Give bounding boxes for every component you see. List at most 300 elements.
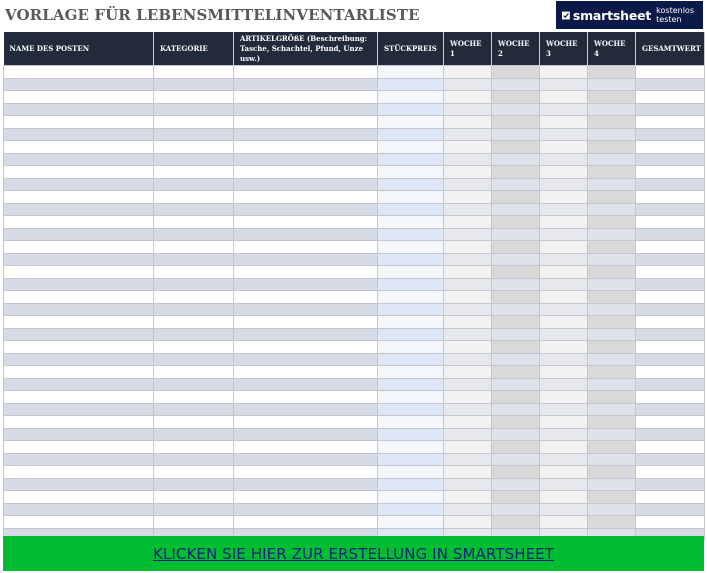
- table-cell[interactable]: [540, 378, 588, 391]
- table-cell[interactable]: [234, 128, 378, 141]
- table-cell[interactable]: [4, 441, 154, 454]
- table-cell[interactable]: [492, 216, 540, 229]
- table-cell[interactable]: [4, 166, 154, 179]
- table-cell[interactable]: [154, 278, 234, 291]
- table-cell[interactable]: [4, 216, 154, 229]
- table-cell[interactable]: [378, 203, 444, 216]
- table-cell[interactable]: [588, 291, 636, 304]
- table-cell[interactable]: [588, 216, 636, 229]
- table-cell[interactable]: [4, 66, 154, 79]
- table-cell[interactable]: [4, 228, 154, 241]
- table-cell[interactable]: [588, 178, 636, 191]
- table-cell[interactable]: [234, 478, 378, 491]
- table-cell[interactable]: [378, 166, 444, 179]
- table-cell[interactable]: [4, 416, 154, 429]
- table-cell[interactable]: [4, 128, 154, 141]
- table-cell[interactable]: [636, 78, 705, 91]
- table-cell[interactable]: [588, 391, 636, 404]
- table-cell[interactable]: [444, 241, 492, 254]
- table-cell[interactable]: [444, 78, 492, 91]
- table-cell[interactable]: [234, 341, 378, 354]
- table-cell[interactable]: [234, 216, 378, 229]
- table-cell[interactable]: [154, 178, 234, 191]
- table-cell[interactable]: [4, 303, 154, 316]
- table-cell[interactable]: [636, 241, 705, 254]
- table-cell[interactable]: [540, 403, 588, 416]
- table-cell[interactable]: [636, 466, 705, 479]
- table-cell[interactable]: [444, 203, 492, 216]
- table-cell[interactable]: [540, 166, 588, 179]
- table-cell[interactable]: [588, 416, 636, 429]
- table-cell[interactable]: [154, 441, 234, 454]
- table-cell[interactable]: [636, 153, 705, 166]
- table-cell[interactable]: [540, 116, 588, 129]
- table-cell[interactable]: [588, 241, 636, 254]
- table-cell[interactable]: [378, 453, 444, 466]
- table-cell[interactable]: [444, 503, 492, 516]
- table-cell[interactable]: [234, 103, 378, 116]
- table-cell[interactable]: [492, 353, 540, 366]
- table-cell[interactable]: [636, 378, 705, 391]
- table-cell[interactable]: [234, 66, 378, 79]
- create-in-smartsheet-link[interactable]: KLICKEN SIE HIER ZUR ERSTELLUNG IN SMARTSHEET: [152, 544, 555, 563]
- table-cell[interactable]: [492, 178, 540, 191]
- table-cell[interactable]: [588, 441, 636, 454]
- table-cell[interactable]: [636, 303, 705, 316]
- table-cell[interactable]: [154, 378, 234, 391]
- table-cell[interactable]: [4, 153, 154, 166]
- table-cell[interactable]: [444, 353, 492, 366]
- table-cell[interactable]: [234, 253, 378, 266]
- table-cell[interactable]: [234, 116, 378, 129]
- table-cell[interactable]: [444, 116, 492, 129]
- table-cell[interactable]: [4, 466, 154, 479]
- table-cell[interactable]: [154, 66, 234, 79]
- table-cell[interactable]: [4, 341, 154, 354]
- table-cell[interactable]: [154, 491, 234, 504]
- table-cell[interactable]: [4, 428, 154, 441]
- create-in-smartsheet-banner[interactable]: [3, 536, 704, 571]
- table-cell[interactable]: [234, 353, 378, 366]
- table-cell[interactable]: [234, 466, 378, 479]
- table-cell[interactable]: [636, 491, 705, 504]
- table-cell[interactable]: [234, 153, 378, 166]
- table-cell[interactable]: [540, 303, 588, 316]
- table-cell[interactable]: [444, 453, 492, 466]
- table-cell[interactable]: [492, 453, 540, 466]
- table-cell[interactable]: [378, 228, 444, 241]
- table-cell[interactable]: [588, 428, 636, 441]
- table-cell[interactable]: [540, 391, 588, 404]
- table-cell[interactable]: [154, 453, 234, 466]
- table-cell[interactable]: [588, 466, 636, 479]
- table-cell[interactable]: [492, 466, 540, 479]
- table-cell[interactable]: [492, 191, 540, 204]
- table-cell[interactable]: [154, 228, 234, 241]
- table-cell[interactable]: [444, 291, 492, 304]
- table-cell[interactable]: [154, 428, 234, 441]
- table-cell[interactable]: [492, 228, 540, 241]
- table-cell[interactable]: [636, 141, 705, 154]
- table-cell[interactable]: [636, 66, 705, 79]
- table-cell[interactable]: [234, 366, 378, 379]
- table-cell[interactable]: [444, 403, 492, 416]
- table-cell[interactable]: [234, 516, 378, 529]
- table-cell[interactable]: [378, 516, 444, 529]
- table-cell[interactable]: [154, 78, 234, 91]
- table-cell[interactable]: [636, 441, 705, 454]
- table-cell[interactable]: [444, 378, 492, 391]
- table-cell[interactable]: [234, 178, 378, 191]
- table-cell[interactable]: [444, 66, 492, 79]
- table-cell[interactable]: [154, 266, 234, 279]
- table-cell[interactable]: [154, 166, 234, 179]
- table-cell[interactable]: [234, 416, 378, 429]
- table-cell[interactable]: [588, 153, 636, 166]
- table-cell[interactable]: [588, 516, 636, 529]
- table-cell[interactable]: [444, 391, 492, 404]
- table-cell[interactable]: [378, 478, 444, 491]
- table-cell[interactable]: [444, 316, 492, 329]
- table-cell[interactable]: [234, 91, 378, 104]
- table-cell[interactable]: [636, 291, 705, 304]
- table-cell[interactable]: [492, 203, 540, 216]
- table-cell[interactable]: [444, 178, 492, 191]
- table-cell[interactable]: [492, 266, 540, 279]
- table-cell[interactable]: [540, 291, 588, 304]
- table-cell[interactable]: [636, 341, 705, 354]
- table-cell[interactable]: [378, 291, 444, 304]
- table-cell[interactable]: [378, 366, 444, 379]
- table-cell[interactable]: [234, 328, 378, 341]
- table-cell[interactable]: [234, 241, 378, 254]
- table-cell[interactable]: [154, 291, 234, 304]
- table-cell[interactable]: [154, 303, 234, 316]
- table-cell[interactable]: [540, 516, 588, 529]
- table-cell[interactable]: [444, 516, 492, 529]
- table-cell[interactable]: [4, 278, 154, 291]
- table-cell[interactable]: [492, 503, 540, 516]
- table-cell[interactable]: [492, 428, 540, 441]
- table-cell[interactable]: [378, 491, 444, 504]
- table-cell[interactable]: [378, 466, 444, 479]
- table-cell[interactable]: [444, 491, 492, 504]
- table-cell[interactable]: [444, 466, 492, 479]
- table-cell[interactable]: [444, 128, 492, 141]
- table-cell[interactable]: [4, 503, 154, 516]
- table-cell[interactable]: [492, 378, 540, 391]
- table-cell[interactable]: [4, 391, 154, 404]
- table-cell[interactable]: [234, 291, 378, 304]
- table-cell[interactable]: [4, 78, 154, 91]
- table-cell[interactable]: [492, 441, 540, 454]
- table-cell[interactable]: [588, 128, 636, 141]
- table-cell[interactable]: [378, 128, 444, 141]
- table-cell[interactable]: [540, 491, 588, 504]
- table-cell[interactable]: [378, 391, 444, 404]
- table-cell[interactable]: [492, 241, 540, 254]
- table-cell[interactable]: [540, 478, 588, 491]
- table-cell[interactable]: [444, 303, 492, 316]
- table-cell[interactable]: [492, 78, 540, 91]
- table-cell[interactable]: [588, 91, 636, 104]
- table-cell[interactable]: [540, 366, 588, 379]
- table-cell[interactable]: [234, 391, 378, 404]
- table-cell[interactable]: [4, 141, 154, 154]
- table-cell[interactable]: [154, 241, 234, 254]
- table-cell[interactable]: [588, 191, 636, 204]
- table-cell[interactable]: [378, 266, 444, 279]
- table-cell[interactable]: [540, 266, 588, 279]
- table-cell[interactable]: [444, 253, 492, 266]
- table-cell[interactable]: [234, 453, 378, 466]
- table-cell[interactable]: [234, 78, 378, 91]
- table-cell[interactable]: [492, 316, 540, 329]
- table-cell[interactable]: [540, 316, 588, 329]
- smartsheet-trial-badge[interactable]: [556, 1, 703, 29]
- table-cell[interactable]: [444, 278, 492, 291]
- table-cell[interactable]: [588, 278, 636, 291]
- table-cell[interactable]: [588, 78, 636, 91]
- table-cell[interactable]: [154, 478, 234, 491]
- table-cell[interactable]: [378, 328, 444, 341]
- table-cell[interactable]: [492, 303, 540, 316]
- table-cell[interactable]: [4, 516, 154, 529]
- table-cell[interactable]: [540, 253, 588, 266]
- table-cell[interactable]: [378, 253, 444, 266]
- table-cell[interactable]: [444, 191, 492, 204]
- table-cell[interactable]: [636, 278, 705, 291]
- table-cell[interactable]: [540, 328, 588, 341]
- table-cell[interactable]: [492, 128, 540, 141]
- table-cell[interactable]: [540, 191, 588, 204]
- table-cell[interactable]: [588, 316, 636, 329]
- table-cell[interactable]: [154, 253, 234, 266]
- table-cell[interactable]: [4, 403, 154, 416]
- table-cell[interactable]: [588, 491, 636, 504]
- table-cell[interactable]: [444, 441, 492, 454]
- table-cell[interactable]: [378, 403, 444, 416]
- table-cell[interactable]: [540, 228, 588, 241]
- table-cell[interactable]: [444, 328, 492, 341]
- table-cell[interactable]: [234, 203, 378, 216]
- table-cell[interactable]: [378, 416, 444, 429]
- table-cell[interactable]: [4, 178, 154, 191]
- table-cell[interactable]: [540, 128, 588, 141]
- table-cell[interactable]: [588, 141, 636, 154]
- table-cell[interactable]: [540, 78, 588, 91]
- table-cell[interactable]: [234, 503, 378, 516]
- table-cell[interactable]: [588, 478, 636, 491]
- table-cell[interactable]: [154, 91, 234, 104]
- table-cell[interactable]: [378, 353, 444, 366]
- table-cell[interactable]: [540, 416, 588, 429]
- table-cell[interactable]: [588, 103, 636, 116]
- table-cell[interactable]: [588, 503, 636, 516]
- table-cell[interactable]: [444, 366, 492, 379]
- table-cell[interactable]: [378, 428, 444, 441]
- table-cell[interactable]: [234, 191, 378, 204]
- table-cell[interactable]: [378, 378, 444, 391]
- table-cell[interactable]: [154, 316, 234, 329]
- table-cell[interactable]: [588, 403, 636, 416]
- table-cell[interactable]: [588, 253, 636, 266]
- table-cell[interactable]: [4, 266, 154, 279]
- table-cell[interactable]: [4, 478, 154, 491]
- table-cell[interactable]: [492, 391, 540, 404]
- table-cell[interactable]: [492, 253, 540, 266]
- table-cell[interactable]: [4, 353, 154, 366]
- table-cell[interactable]: [234, 266, 378, 279]
- table-cell[interactable]: [636, 428, 705, 441]
- table-cell[interactable]: [540, 241, 588, 254]
- table-cell[interactable]: [4, 91, 154, 104]
- table-cell[interactable]: [636, 191, 705, 204]
- table-cell[interactable]: [540, 353, 588, 366]
- table-cell[interactable]: [588, 341, 636, 354]
- table-cell[interactable]: [154, 503, 234, 516]
- table-cell[interactable]: [4, 491, 154, 504]
- table-cell[interactable]: [154, 103, 234, 116]
- table-cell[interactable]: [378, 278, 444, 291]
- table-cell[interactable]: [378, 91, 444, 104]
- table-cell[interactable]: [444, 216, 492, 229]
- table-cell[interactable]: [234, 303, 378, 316]
- table-cell[interactable]: [492, 366, 540, 379]
- table-cell[interactable]: [154, 203, 234, 216]
- table-cell[interactable]: [492, 478, 540, 491]
- table-cell[interactable]: [636, 166, 705, 179]
- table-cell[interactable]: [4, 328, 154, 341]
- table-cell[interactable]: [4, 378, 154, 391]
- table-cell[interactable]: [444, 341, 492, 354]
- table-cell[interactable]: [378, 103, 444, 116]
- table-cell[interactable]: [378, 178, 444, 191]
- table-cell[interactable]: [492, 116, 540, 129]
- table-cell[interactable]: [4, 116, 154, 129]
- table-cell[interactable]: [540, 178, 588, 191]
- table-cell[interactable]: [4, 291, 154, 304]
- table-cell[interactable]: [444, 103, 492, 116]
- table-cell[interactable]: [234, 491, 378, 504]
- table-cell[interactable]: [378, 116, 444, 129]
- table-cell[interactable]: [588, 453, 636, 466]
- table-cell[interactable]: [4, 103, 154, 116]
- table-cell[interactable]: [492, 153, 540, 166]
- table-cell[interactable]: [154, 391, 234, 404]
- table-cell[interactable]: [540, 441, 588, 454]
- table-cell[interactable]: [588, 116, 636, 129]
- table-cell[interactable]: [444, 416, 492, 429]
- table-cell[interactable]: [378, 216, 444, 229]
- table-cell[interactable]: [234, 428, 378, 441]
- table-cell[interactable]: [540, 466, 588, 479]
- table-cell[interactable]: [636, 316, 705, 329]
- table-cell[interactable]: [4, 203, 154, 216]
- table-cell[interactable]: [540, 66, 588, 79]
- table-cell[interactable]: [154, 191, 234, 204]
- table-cell[interactable]: [540, 103, 588, 116]
- table-cell[interactable]: [4, 191, 154, 204]
- table-cell[interactable]: [540, 503, 588, 516]
- table-cell[interactable]: [154, 403, 234, 416]
- table-cell[interactable]: [588, 66, 636, 79]
- table-cell[interactable]: [636, 478, 705, 491]
- table-cell[interactable]: [4, 241, 154, 254]
- table-cell[interactable]: [636, 178, 705, 191]
- table-cell[interactable]: [636, 328, 705, 341]
- table-cell[interactable]: [234, 278, 378, 291]
- table-cell[interactable]: [4, 253, 154, 266]
- table-cell[interactable]: [154, 141, 234, 154]
- table-cell[interactable]: [636, 216, 705, 229]
- table-cell[interactable]: [588, 203, 636, 216]
- table-cell[interactable]: [540, 428, 588, 441]
- table-cell[interactable]: [636, 203, 705, 216]
- table-cell[interactable]: [636, 228, 705, 241]
- table-cell[interactable]: [492, 516, 540, 529]
- table-cell[interactable]: [492, 403, 540, 416]
- table-cell[interactable]: [588, 353, 636, 366]
- table-cell[interactable]: [492, 141, 540, 154]
- table-cell[interactable]: [540, 203, 588, 216]
- table-cell[interactable]: [234, 441, 378, 454]
- table-cell[interactable]: [636, 253, 705, 266]
- table-cell[interactable]: [4, 366, 154, 379]
- table-cell[interactable]: [492, 91, 540, 104]
- table-cell[interactable]: [444, 166, 492, 179]
- table-cell[interactable]: [588, 378, 636, 391]
- table-cell[interactable]: [154, 341, 234, 354]
- table-cell[interactable]: [636, 103, 705, 116]
- table-cell[interactable]: [492, 416, 540, 429]
- table-cell[interactable]: [492, 341, 540, 354]
- table-cell[interactable]: [636, 403, 705, 416]
- table-cell[interactable]: [540, 153, 588, 166]
- table-cell[interactable]: [492, 103, 540, 116]
- table-cell[interactable]: [540, 453, 588, 466]
- table-cell[interactable]: [154, 216, 234, 229]
- table-cell[interactable]: [492, 291, 540, 304]
- table-cell[interactable]: [540, 91, 588, 104]
- table-cell[interactable]: [4, 453, 154, 466]
- table-cell[interactable]: [492, 328, 540, 341]
- table-cell[interactable]: [492, 166, 540, 179]
- table-cell[interactable]: [234, 228, 378, 241]
- table-cell[interactable]: [154, 416, 234, 429]
- table-cell[interactable]: [378, 503, 444, 516]
- table-cell[interactable]: [444, 428, 492, 441]
- table-cell[interactable]: [588, 228, 636, 241]
- table-cell[interactable]: [636, 391, 705, 404]
- table-cell[interactable]: [444, 228, 492, 241]
- table-cell[interactable]: [378, 66, 444, 79]
- table-cell[interactable]: [636, 453, 705, 466]
- table-cell[interactable]: [636, 128, 705, 141]
- table-cell[interactable]: [154, 466, 234, 479]
- table-cell[interactable]: [636, 416, 705, 429]
- table-cell[interactable]: [540, 141, 588, 154]
- table-cell[interactable]: [444, 153, 492, 166]
- table-cell[interactable]: [378, 153, 444, 166]
- table-cell[interactable]: [636, 366, 705, 379]
- table-cell[interactable]: [588, 166, 636, 179]
- table-cell[interactable]: [234, 316, 378, 329]
- table-cell[interactable]: [154, 328, 234, 341]
- table-cell[interactable]: [378, 191, 444, 204]
- table-cell[interactable]: [378, 141, 444, 154]
- table-cell[interactable]: [588, 328, 636, 341]
